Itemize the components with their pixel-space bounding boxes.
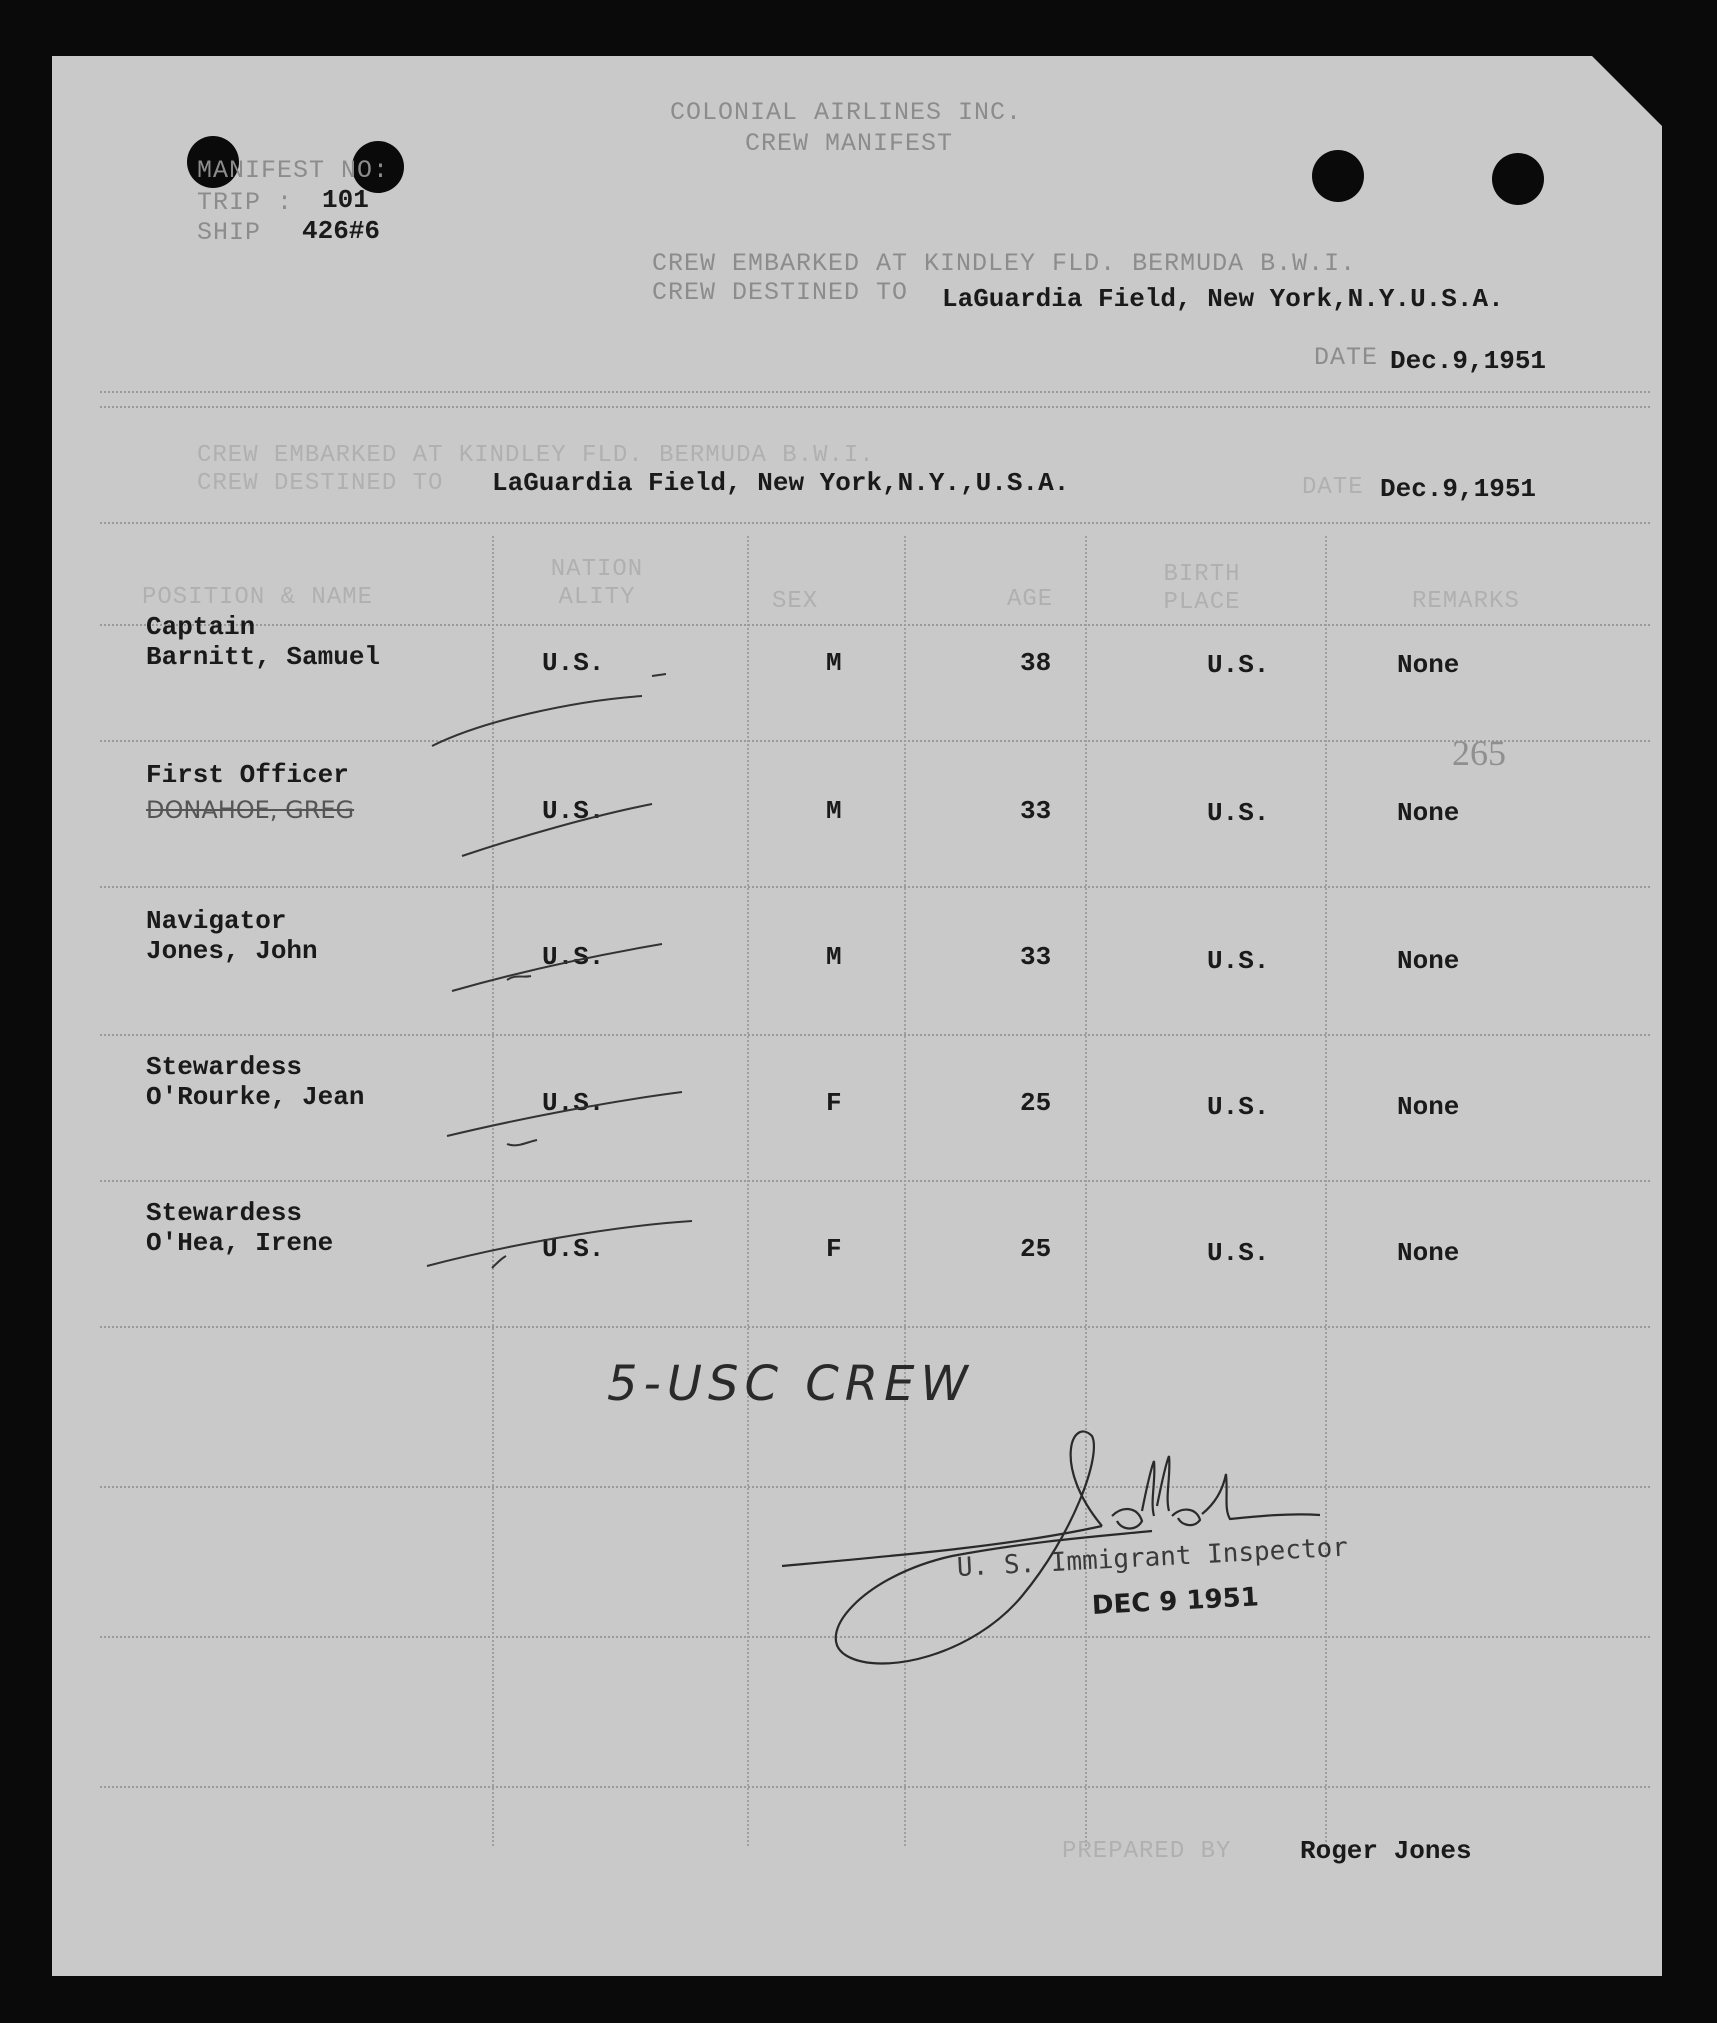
col-header-nationality: NATION ALITY [550, 556, 644, 611]
col-header-position: POSITION & NAME [142, 584, 374, 611]
sub-destined-value: LaGuardia Field, New York,N.Y.,U.S.A. [492, 468, 1070, 498]
sub-destined-label: CREW DESTINED TO [197, 470, 444, 497]
row-sex: M [826, 796, 842, 826]
row-remarks: None [1397, 1238, 1460, 1268]
row-name: Barnitt, Samuel [146, 642, 381, 672]
row-sex: M [826, 648, 842, 678]
stamp-date: DEC 9 1951 [1091, 1582, 1260, 1621]
row-birthplace: U.S. [1207, 650, 1270, 680]
row-age: 38 [1020, 648, 1052, 678]
ship-value: 426#6 [302, 216, 381, 246]
embarked-label: CREW EMBARKED AT KINDLEY FLD. BERMUDA B.W.I. [652, 249, 1357, 278]
row-remarks: None [1397, 1092, 1460, 1122]
row-name: O'Rourke, Jean [146, 1082, 365, 1112]
row-name: DONAHOE, GREG [146, 796, 355, 824]
row-nationality: U.S. [542, 1088, 605, 1118]
col-header-birthplace: BIRTH PLACE [1163, 561, 1241, 616]
row-age: 25 [1020, 1234, 1052, 1264]
row-birthplace: U.S. [1207, 798, 1270, 828]
row-position: Stewardess [146, 1052, 303, 1082]
manifest-no-label: MANIFEST NO: [197, 156, 390, 185]
trip-value: 101 [322, 185, 369, 215]
row-remarks: None [1397, 650, 1460, 680]
row-nationality: U.S. [542, 1234, 605, 1264]
row-position: Navigator [146, 906, 287, 936]
row-birthplace: U.S. [1207, 1092, 1270, 1122]
row-remarks: None [1397, 798, 1460, 828]
col-header-remarks: REMARKS [1412, 588, 1520, 615]
inspector-stamp: U. S. Immigrant Inspector [956, 1532, 1349, 1583]
ship-label: SHIP [197, 218, 262, 247]
prepared-by-label: PREPARED BY [1062, 1838, 1232, 1865]
trip-label: TRIP : [197, 188, 294, 217]
sub-date-value: Dec.9,1951 [1380, 474, 1537, 504]
row-birthplace: U.S. [1207, 1238, 1270, 1268]
destined-label: CREW DESTINED TO [652, 278, 909, 307]
row-position: First Officer [146, 760, 349, 790]
row-position: Captain [146, 612, 256, 642]
row-sex: F [826, 1088, 842, 1118]
sub-date-label: DATE [1302, 474, 1364, 501]
row-age: 33 [1020, 942, 1052, 972]
row-rule [100, 1786, 1650, 1788]
col-header-age: AGE [1007, 586, 1054, 613]
row-birthplace: U.S. [1207, 946, 1270, 976]
page-number: 265 [1452, 733, 1506, 773]
row-name: O'Hea, Irene [146, 1228, 334, 1258]
row-nationality: U.S. [542, 942, 605, 972]
company-name: COLONIAL AIRLINES INC. [670, 98, 1023, 127]
manifest-sheet [52, 56, 1662, 1976]
col-header-sex: SEX [772, 588, 819, 615]
row-age: 33 [1020, 796, 1052, 826]
row-remarks: None [1397, 946, 1460, 976]
row-nationality: U.S. [542, 796, 605, 826]
row-nationality: U.S. [542, 648, 605, 678]
document-title: CREW MANIFEST [745, 129, 954, 158]
check-marks [52, 56, 1662, 1456]
row-position: Stewardess [146, 1198, 303, 1228]
row-sex: M [826, 942, 842, 972]
sub-embarked-label: CREW EMBARKED AT KINDLEY FLD. BERMUDA B.W.I. [197, 442, 875, 469]
date-value: Dec.9,1951 [1390, 346, 1547, 376]
row-sex: F [826, 1234, 842, 1264]
destined-value: LaGuardia Field, New York,N.Y.U.S.A. [942, 284, 1504, 314]
date-label: DATE [1314, 343, 1379, 372]
row-name: Jones, John [146, 936, 318, 966]
row-age: 25 [1020, 1088, 1052, 1118]
handwritten-crew-note: 5-USC CREW [607, 1356, 974, 1412]
prepared-by-name: Roger Jones [1300, 1836, 1472, 1866]
